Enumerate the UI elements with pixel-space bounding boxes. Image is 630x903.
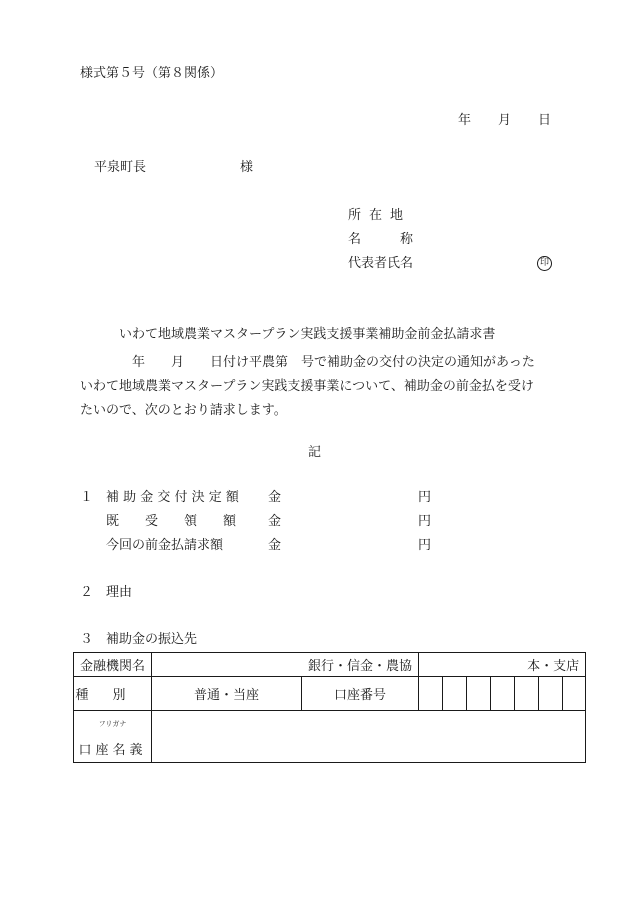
account-digit-box[interactable]: [419, 677, 443, 711]
item1-number: １: [80, 490, 94, 505]
grant-decision-en: 円: [418, 490, 432, 505]
account-digit-box[interactable]: [491, 677, 515, 711]
account-row: [74, 677, 586, 711]
institution-label: 金融機関名: [74, 653, 152, 677]
bank-transfer-table: [73, 652, 586, 763]
item2-number: ２: [80, 585, 94, 600]
type-label: 種別: [74, 677, 152, 711]
ki-heading: 記: [308, 445, 322, 460]
holder-row: [74, 711, 586, 763]
holder-label-cell: [74, 711, 152, 763]
account-kind-cell[interactable]: 普通・当座: [152, 677, 302, 711]
paragraph-line-2: いわて地域農業マスタープラン実践支援事業について、補助金の前金払を受け: [80, 379, 534, 394]
bank-type-cell[interactable]: 銀行・信金・農協: [152, 653, 419, 677]
received-amount-en: 円: [418, 514, 432, 529]
account-digit-box[interactable]: [539, 677, 563, 711]
seal-mark: 印: [537, 256, 552, 271]
item3-number: ３: [80, 632, 94, 647]
account-digit-box[interactable]: [515, 677, 539, 711]
received-amount-label: 既 受 領 額: [106, 514, 237, 529]
form-number: 様式第５号（第８関係）: [80, 66, 224, 81]
account-holder-label: 口座名義: [78, 743, 147, 758]
account-digit-box[interactable]: [563, 677, 586, 711]
account-digit-box[interactable]: [443, 677, 467, 711]
received-amount-kin: 金: [268, 514, 282, 529]
date-day-label: 日: [538, 113, 552, 128]
grant-decision-amount-label: 補 助 金 交 付 決 定 額: [106, 490, 239, 505]
addressee-suffix: 様: [240, 160, 254, 175]
request-paragraph: [80, 351, 552, 423]
branch-type-cell[interactable]: 本・支店: [419, 653, 586, 677]
document-title: いわて地域農業マスタープラン実践支援事業補助金前金払請求書: [119, 327, 496, 342]
institution-row: [74, 653, 586, 677]
grant-decision-kin: 金: [268, 490, 282, 505]
account-digit-box[interactable]: [467, 677, 491, 711]
current-request-en: 円: [418, 538, 432, 553]
representative-label: 代表者氏名: [348, 256, 414, 271]
address-label: 所在地: [348, 208, 412, 223]
name-label: 名 称: [348, 232, 414, 247]
addressee: 平泉町長: [94, 160, 147, 175]
current-request-amount-label: 今回の前金払請求額: [106, 538, 224, 553]
current-request-kin: 金: [268, 538, 282, 553]
bank-transfer-heading: 補助金の振込先: [106, 632, 198, 647]
paragraph-line-3: たいので、次のとおり請求します。: [80, 403, 287, 418]
date-month-label: 月: [498, 113, 512, 128]
paragraph-line-1: 年 月 日付け平農第 号で補助金の交付の決定の通知があった: [132, 355, 535, 370]
reason-label: 理由: [106, 585, 133, 600]
furigana-label: フリガナ: [98, 720, 127, 728]
account-holder-field[interactable]: [152, 711, 586, 763]
date-year-label: 年: [458, 113, 472, 128]
account-number-label: 口座番号: [302, 677, 419, 711]
